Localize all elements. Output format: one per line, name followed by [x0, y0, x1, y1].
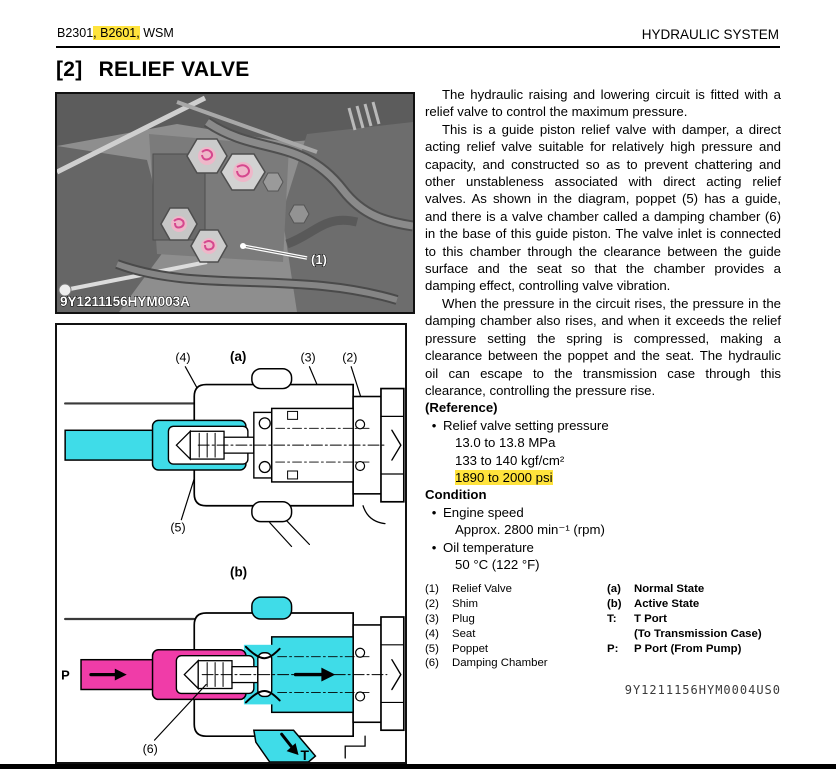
legend-part: (5) Poppet [425, 642, 489, 655]
svg-text:(3): (3) [300, 350, 316, 365]
legend-part: (2) Shim [425, 598, 478, 611]
legend-part: (4) Seat [425, 627, 476, 640]
paragraph: When the pressure in the circuit rises, the pressure in the damping chamber also rises, and when it exceeds the relief pressure setting the spring is compressed, making a clearance between the poppet and the seat. The hydraulic oil can escape to the transmission case through this clearance, controlling the pressure rise. [425, 295, 781, 398]
section-number: [2] [56, 58, 83, 81]
legend-part: (6) Damping Chamber [425, 657, 548, 670]
bullet: • [431, 539, 437, 555]
article-column [425, 86, 781, 700]
legend-part: (1) Relief Valve [425, 583, 512, 596]
svg-text:(1): (1) [311, 252, 327, 267]
section-title: RELIEF VALVE [98, 58, 250, 81]
condition-value: 50 °C (122 °F) [455, 556, 540, 572]
page-bottom-rule [0, 764, 836, 769]
svg-text:(2): (2) [342, 350, 358, 365]
svg-text:(b): (b) [230, 564, 248, 580]
bullet: • [431, 417, 437, 433]
pressure-psi: 1890 to 2000 psi [455, 469, 553, 485]
model-code-highlighted: , B2601, [93, 26, 140, 40]
svg-text:(a): (a) [230, 348, 247, 364]
legend-parts [425, 582, 607, 671]
reference-heading: (Reference) [425, 400, 498, 416]
header-section-title: HYDRAULIC SYSTEM [641, 27, 779, 42]
legend-part: (3) Plug [425, 612, 475, 625]
svg-text:P: P [61, 667, 70, 683]
svg-text:(5): (5) [170, 520, 186, 535]
diagram-a-normal-state [65, 349, 404, 547]
legend-state: P: P Port (From Pump) [607, 642, 742, 655]
legend [425, 582, 781, 671]
legend-state: (a) Normal State [607, 583, 705, 596]
bullet: • [431, 504, 437, 520]
legend-state: (b) Active State [607, 598, 700, 611]
header-rule [56, 46, 780, 48]
pressure-mpa: 13.0 to 13.8 MPa [455, 435, 556, 451]
page-title [56, 58, 250, 82]
model-code: B2301 [57, 26, 94, 40]
diagram-b-active-state [61, 564, 404, 762]
paragraph: This is a guide piston relief valve with damper, a direct acting relief valve suitable for relatively high pressure and capacity, and constructed so as to prevent chattering and other unstableness associated with direct acting relief valves. As shown in the diagram, poppet (5) has a guide, and there is a valve chamber called a damping chamber (6) in the base of this guide piston. The valve inlet is connected to this chamber through the clearance between the guide surface and the seat so that the chamber provides a damping effect, controlling valve vibration. [425, 121, 781, 294]
valve-diagram [57, 325, 405, 762]
condition-value: Approx. 2800 min⁻¹ (rpm) [455, 522, 605, 538]
valve-photo-figure [55, 92, 415, 314]
condition-heading: Condition [425, 487, 487, 503]
legend-state: T: T Port [607, 612, 667, 625]
svg-text:T: T [300, 747, 310, 762]
legend-state-continuation: (To Transmission Case) [634, 627, 762, 640]
condition-item: • Engine speed [425, 504, 781, 521]
svg-text:(6): (6) [142, 742, 158, 757]
legend-states [607, 582, 781, 671]
photo-caption: 9Y1211156HYM003A [60, 294, 190, 309]
valve-photo [57, 94, 413, 312]
valve-diagram-figure [55, 323, 407, 764]
pressure-kgf: 133 to 140 kgf/cm² [455, 452, 565, 468]
reference-item: • Relief valve setting pressure [425, 417, 781, 434]
figure-reference-code: 9Y1211156HYM0004US0 [624, 683, 781, 698]
header-model-codes [57, 26, 174, 40]
condition-item: • Oil temperature [425, 539, 781, 556]
manual-type: WSM [139, 26, 174, 40]
svg-text:(4): (4) [175, 350, 191, 365]
reference-values [425, 434, 781, 486]
paragraph: The hydraulic raising and lowering circuit is fitted with a relief valve to control the maximum pressure. [425, 87, 781, 120]
